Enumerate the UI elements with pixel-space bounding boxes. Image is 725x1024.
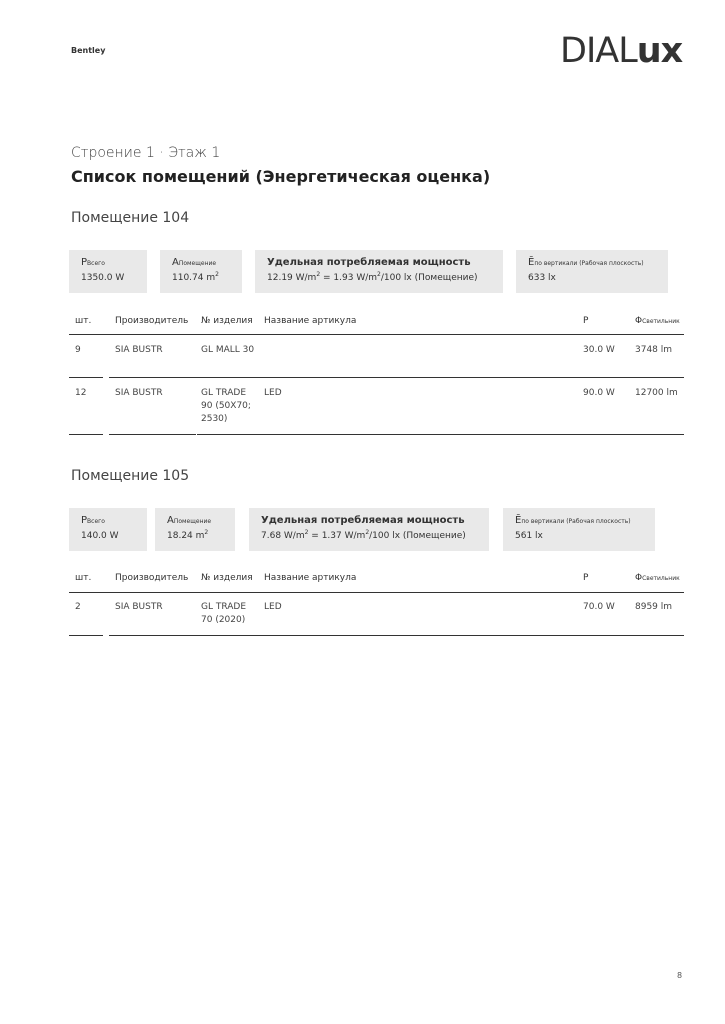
label-p-total: PВсего [81, 257, 105, 268]
breadcrumb: Строение 1 · Этаж 1 [71, 145, 221, 161]
label-p-total: PВсего [81, 515, 105, 526]
value-specific-power: 7.68 $W/m^2 = 1.37$ $W/m^2/100$ lx (Помещение) [261, 529, 466, 541]
cell-manufacturer: SIA BUSTR [115, 388, 163, 398]
project-name: Bentley [71, 46, 106, 55]
col-header-power: P [583, 573, 589, 583]
cell-qty: 12 [75, 388, 87, 398]
col-header-article-name: Название артикула [264, 316, 357, 326]
col-header-qty: шт. [75, 316, 92, 326]
value-specific-power: 12.19 $W/m^2 = 1.93$ $W/m^2/100$ lx (Помещение) [267, 271, 478, 283]
cell-flux: 3748 lm [635, 345, 673, 355]
label-area: AПомещение [167, 515, 212, 526]
col-header-flux: ΦСветильник [635, 316, 680, 326]
col-header-qty: шт. [75, 573, 92, 583]
row-rule [69, 635, 103, 636]
summary-box-area [160, 250, 242, 293]
row-rule [109, 377, 684, 378]
value-area: 110.74 $m^2$ [172, 271, 219, 283]
cell-article-no: GL MALL 30 [201, 345, 255, 355]
col-header-flux: ΦСветильник [635, 573, 680, 583]
room-title-105: Помещение 105 [71, 468, 190, 484]
room-title-104: Помещение 104 [71, 210, 190, 226]
cell-manufacturer: SIA BUSTR [115, 602, 163, 612]
value-illuminance: 633 lx [528, 273, 556, 283]
row-rule [197, 434, 684, 435]
col-header-article-no: № изделия [201, 316, 253, 326]
cell-manufacturer: SIA BUSTR [115, 345, 163, 355]
summary-box-specific-power [255, 250, 503, 293]
value-p-total: 1350.0 W [81, 273, 125, 283]
cell-power: 90.0 W [583, 388, 615, 398]
col-header-manufacturer: Производитель [115, 573, 189, 583]
col-header-article-no: № изделия [201, 573, 253, 583]
label-specific-power: Удельная потребляемая мощность [261, 515, 465, 526]
cell-article-no: GL TRADE 90 (50X70; 2530) [201, 388, 251, 424]
cell-article-name: LED [264, 388, 282, 398]
cell-qty: 2 [75, 602, 81, 612]
logo-part-dial: DIAL [560, 31, 637, 71]
summary-box-illuminance [516, 250, 668, 293]
summary-box-illuminance [503, 508, 655, 551]
col-header-manufacturer: Производитель [115, 316, 189, 326]
cell-article-no: GL TRADE 70 (2020) [201, 602, 247, 625]
summary-box-power [69, 508, 147, 551]
row-rule [109, 635, 684, 636]
label-illuminance: Ēпо вертикали (Рабочая плоскость) [528, 257, 644, 268]
value-area: 18.24 $m^2$ [167, 529, 209, 541]
value-p-total: 140.0 W [81, 531, 119, 541]
summary-box-area [155, 508, 235, 551]
page-number: 8 [677, 971, 683, 980]
table-header-rule [69, 334, 684, 335]
row-rule [109, 434, 196, 435]
label-area: AПомещение [172, 257, 217, 268]
cell-article-name: LED [264, 602, 282, 612]
page-title: Список помещений (Энергетическая оценка) [71, 167, 491, 186]
table-header-rule [69, 592, 684, 593]
cell-power: 70.0 W [583, 602, 615, 612]
cell-flux: 12700 lm [635, 388, 678, 398]
dialux-logo [560, 31, 683, 71]
summary-box-specific-power [249, 508, 489, 551]
cell-qty: 9 [75, 345, 81, 355]
cell-flux: 8959 lm [635, 602, 673, 612]
col-header-article-name: Название артикула [264, 573, 357, 583]
label-specific-power: Удельная потребляемая мощность [267, 257, 471, 268]
label-illuminance: Ēпо вертикали (Рабочая плоскость) [515, 515, 631, 526]
summary-box-power [69, 250, 147, 293]
col-header-power: P [583, 316, 589, 326]
value-illuminance: 561 lx [515, 531, 543, 541]
row-rule [69, 434, 103, 435]
logo-part-ux: ux [636, 31, 683, 71]
cell-power: 30.0 W [583, 345, 615, 355]
row-rule [69, 377, 103, 378]
